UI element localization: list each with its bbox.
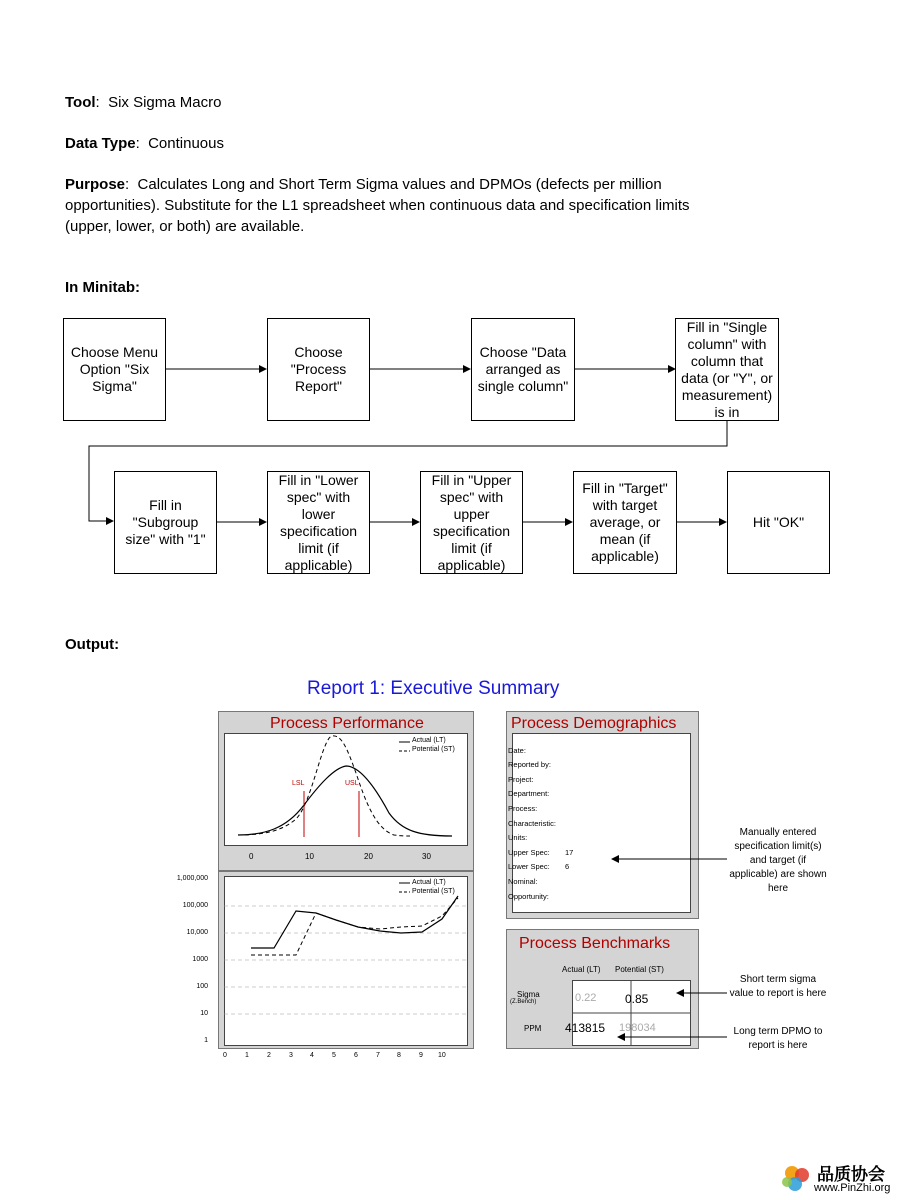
demo-label: Characteristic:: [508, 819, 556, 828]
demo-label: Process:: [508, 804, 538, 813]
benchmarks-ppm-label: PPM: [524, 1024, 542, 1033]
perf-x-tick: 0: [249, 852, 254, 861]
perf-x-tick: 30: [422, 852, 431, 861]
sigma-actual-value: 0.22: [575, 992, 597, 1004]
ppm-x-tick: 1: [245, 1052, 249, 1059]
demo-value-lower-spec: 6: [565, 862, 570, 871]
ppm-y-tick: 10,000: [186, 929, 208, 936]
purpose-line-3: (upper, lower, or both) are available.: [65, 218, 305, 235]
spec-note: Manually entered specification limit(s) and target (if applicable) are shown here: [729, 827, 827, 894]
flow-step-choose-menu: Choose Menu Option "Six Sigma": [63, 318, 166, 421]
performance-legend-potential: Potential (ST): [412, 746, 455, 753]
ppm-actual-value: 413815: [565, 1021, 606, 1035]
ppm-x-tick: 3: [289, 1052, 293, 1059]
purpose-line-2: opportunities). Substitute for the L1 spreadsheet when continuous data and specification limits: [65, 197, 690, 214]
lsl-label: LSL: [292, 780, 305, 787]
ppm-y-tick: 1000: [192, 956, 208, 963]
ppm-x-tick: 0: [223, 1052, 227, 1059]
ppm-y-tick: 1,000,000: [176, 875, 208, 882]
ppm-x-tick: 6: [354, 1052, 358, 1059]
flow-step-lower-spec: Fill in "Lower spec" with lower specification limit (if applicable): [267, 471, 370, 574]
ppm-x-tick: 5: [332, 1052, 336, 1059]
purpose-label: Purpose: [65, 176, 126, 193]
flow-step-upper-spec: Fill in "Upper spec" with upper specification limit (if applicable): [420, 471, 523, 574]
ppm-potential-value: 198034: [619, 1022, 656, 1034]
data-type-line: Data Type: Continuous: [65, 135, 224, 152]
short-term-note: Short term sigma value to report is here: [729, 974, 827, 999]
ppm-x-tick: 2: [267, 1052, 271, 1059]
perf-x-tick: 10: [305, 852, 314, 861]
flow-step-hit-ok: Hit "OK": [727, 471, 830, 574]
demo-label: Reported by:: [508, 760, 551, 769]
minitab-heading: In Minitab:: [65, 279, 140, 296]
logo-mark-icon: [778, 1162, 814, 1194]
ppm-x-tick: 4: [310, 1052, 314, 1059]
tool-value: Six Sigma Macro: [108, 94, 222, 111]
ppm-y-tick: 100: [196, 983, 208, 990]
ppm-x-tick: 10: [438, 1052, 446, 1059]
data-type-value: Continuous: [148, 135, 224, 152]
flow-step-subgroup-size: Fill in "Subgroup size" with "1": [114, 471, 217, 574]
logo-name: 品质协会: [817, 1165, 885, 1184]
perf-x-tick: 20: [364, 852, 373, 861]
tool-line: Tool: Six Sigma Macro: [65, 94, 222, 111]
benchmarks-col-actual: Actual (LT): [562, 965, 601, 974]
ppm-y-tick: 100,000: [182, 902, 208, 909]
tool-label: Tool: [65, 94, 96, 111]
demo-label: Department:: [508, 789, 550, 798]
flow-step-single-column: Fill in "Single column" with column that data (or "Y", or measurement) is in: [675, 318, 779, 421]
output-heading: Output:: [65, 636, 120, 653]
usl-label: USL: [345, 780, 359, 787]
sigma-label: Sigma: [517, 990, 540, 999]
demo-value-upper-spec: 17: [565, 848, 574, 857]
logo-url[interactable]: www.PinZhi.org: [814, 1182, 891, 1194]
purpose-paragraph: Purpose: Calculates Long and Short Term Sigma values and DPMOs (defects per million opportunities). Substitute for the L1 spreadsheet when continuous data and specification limits (upper, lower, or both) are available.: [65, 174, 825, 237]
process-benchmarks-title: Process Benchmarks: [519, 935, 671, 952]
report-title: Report 1: Executive Summary: [307, 678, 560, 699]
demo-label: Project:: [508, 775, 534, 784]
long-term-note: Long term DPMO to report is here: [733, 1026, 823, 1051]
ppm-x-tick: 8: [397, 1052, 401, 1059]
ppm-legend-actual: Actual (LT): [412, 879, 446, 886]
demo-label: Date:: [508, 746, 526, 755]
demo-label: Nominal:: [508, 877, 538, 886]
benchmarks-sigma-sub: (Z.Bench): [510, 999, 537, 1005]
process-demographics-title: Process Demographics: [511, 715, 677, 732]
demo-label: Opportunity:: [508, 892, 549, 901]
ppm-y-tick: 10: [200, 1010, 208, 1017]
ppm-x-tick: 9: [419, 1052, 423, 1059]
flow-step-data-arranged: Choose "Data arranged as single column": [471, 318, 575, 421]
benchmarks-col-potential: Potential (ST): [615, 965, 664, 974]
process-performance-title: Process Performance: [270, 715, 424, 732]
demo-label: Upper Spec:: [508, 848, 550, 857]
data-type-label: Data Type: [65, 135, 136, 152]
flow-step-target: Fill in "Target" with target average, or mean (if applicable): [573, 471, 677, 574]
performance-legend-actual: Actual (LT): [412, 737, 446, 744]
purpose-line-1: Calculates Long and Short Term Sigma values and DPMOs (defects per million: [137, 176, 662, 193]
ppm-legend-potential: Potential (ST): [412, 888, 455, 895]
sigma-potential-value: 0.85: [625, 992, 649, 1006]
demo-label: Units:: [508, 833, 528, 842]
ppm-x-tick: 7: [376, 1052, 380, 1059]
flow-step-process-report: Choose "Process Report": [267, 318, 370, 421]
ppm-y-tick: 1: [204, 1037, 208, 1044]
demo-label: Lower Spec:: [508, 862, 550, 871]
